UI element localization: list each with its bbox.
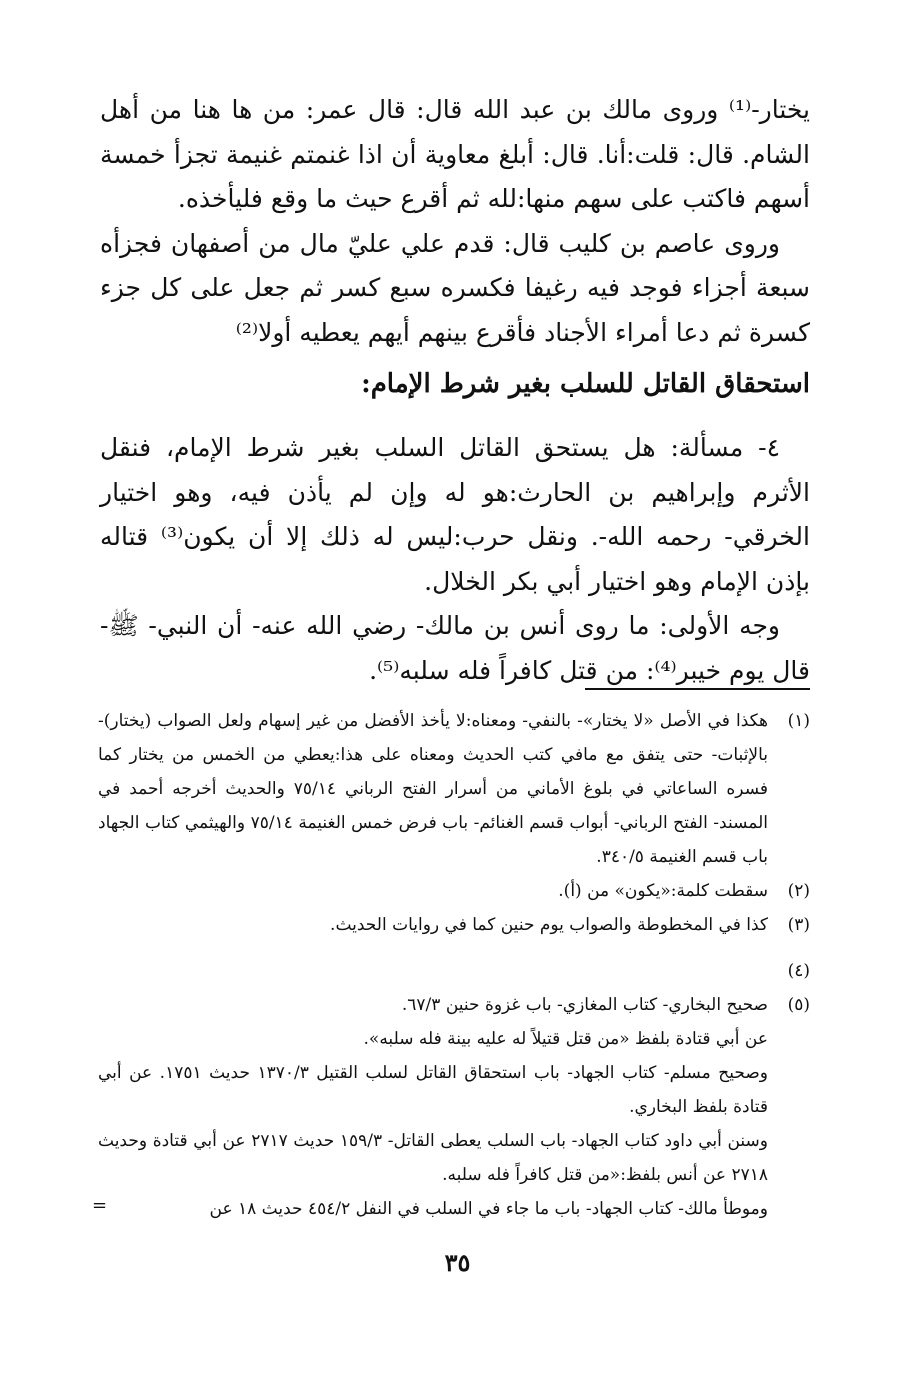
- footnote: [98, 704, 810, 874]
- footnote-line: وموطأ مالك- كتاب الجهاد- باب ما جاء في السلب في النفل ٤٥٤/٢ حديث ١٨ عن: [209, 1199, 768, 1219]
- footnote-number: (٥): [787, 995, 810, 1015]
- footnote-number: (١): [787, 711, 810, 731]
- paragraph-asim: وروى عاصم بن كليب قال: قدم علي عليّ مال من أصفهان فجزأه سبعة أجزاء فوجد فيه رغيفا فكسره سبع كسر ثم جعل على كل جزء كسرة ثم دعا أمراء الأجناد فأقرع بينهم أيهم يعطيه أولا⁽²⁾: [100, 228, 810, 347]
- footnote-separator: [585, 688, 810, 690]
- footnote-text: سقطت كلمة:«يكون» من (أ).: [558, 881, 768, 901]
- footnote-line: وسنن أبي داود كتاب الجهاد- باب السلب يعطى القاتل- ١٥٩/٣ حديث ٢٧١٧ عن أبي قتادة وحديث ٢٧١٨ عن أنس بلفظ:«من قتل كافراً فله سلبه.: [98, 1131, 768, 1185]
- footnote-line: وصحيح مسلم- كتاب الجهاد- باب استحقاق القاتل لسلب القتيل ١٣٧٠/٣ حديث ١٧٥١. عن أبي قتادة بلفظ البخاري.: [98, 1063, 768, 1117]
- footnotes: [98, 704, 810, 1226]
- footnote-text: كذا في المخطوطة والصواب يوم حنين كما في روايات الحديث.: [330, 915, 768, 935]
- footnote-text: [98, 954, 768, 988]
- paragraph-malik: يختار-⁽¹⁾ وروى مالك بن عبد الله قال: قال عمر: من ها هنا من أهل الشام. قال: قلت:أنا. قال: أبلغ معاوية أن اذا غنمتم غنيمة تجزأ خمسة أسهم فاكتب على سهم منها:لله ثم أقرع حيث ما وقع فليأخذه.: [100, 95, 810, 213]
- footnote-text: صحيح البخاري- كتاب المغازي- باب غزوة حنين ٦٧/٣.: [401, 995, 768, 1015]
- footnote-number: (٤): [787, 961, 810, 981]
- footnote-line: عن أبي قتادة بلفظ «من قتل قتيلاً له عليه بينة فله سلبه».: [363, 1029, 768, 1049]
- continuation-mark: =: [92, 1195, 108, 1216]
- issue-question: ٤- مسألة: هل يستحق القاتل السلب بغير شرط الإمام، فنقل الأثرم وإبراهيم بن الحارث:هو له وإن لم يأذن فيه، وهو اختيار الخرقي- رحمه الله-. ونقل حرب:ليس له ذلك إلا أن يكون⁽³⁾ قتاله بإذن الإمام وهو اختيار أبي بكر الخلال.: [100, 433, 810, 596]
- footnote-text: هكذا في الأصل «لا يختار»- بالنفي- ومعناه:لا يأخذ الأفضل من غير إسهام ولعل الصواب (يختار)- بالإثبات- حتى يتفق مع مافي كتب الحديث ومعناه على هذا:يعطي من الخمس من يختار كما فسره الساعاتي في بلوغ الأماني من أسرار الفتح الرباني ٧٥/١٤ والحديث أخرجه أحمد في المسند- الفتح الرباني- أبواب قسم الغنائم- باب فرض خمس الغنيمة ٧٥/١٤ والهيثمي كتاب الجهاد باب قسم الغنيمة ٣٤٠/٥.: [98, 711, 768, 867]
- footnote: [98, 954, 810, 988]
- footnote: [98, 908, 810, 942]
- page-number: ٣٥: [444, 1248, 471, 1277]
- section-heading: استحقاق القاتل للسلب بغير شرط الإمام:: [361, 369, 810, 399]
- body-text: [100, 88, 810, 355]
- footnote: [98, 874, 810, 908]
- issue-first-view: وجه الأولى: ما روى أنس بن مالك- رضي الله عنه- أن النبي- ﷺ- قال يوم خيبر⁽⁴⁾: من قتل كافراً فله سلبه⁽⁵⁾.: [100, 611, 810, 685]
- footnote-number: (٣): [787, 915, 810, 935]
- footnote: [98, 988, 810, 1022]
- footnote-number: (٢): [787, 881, 810, 901]
- issue-text: [100, 426, 810, 693]
